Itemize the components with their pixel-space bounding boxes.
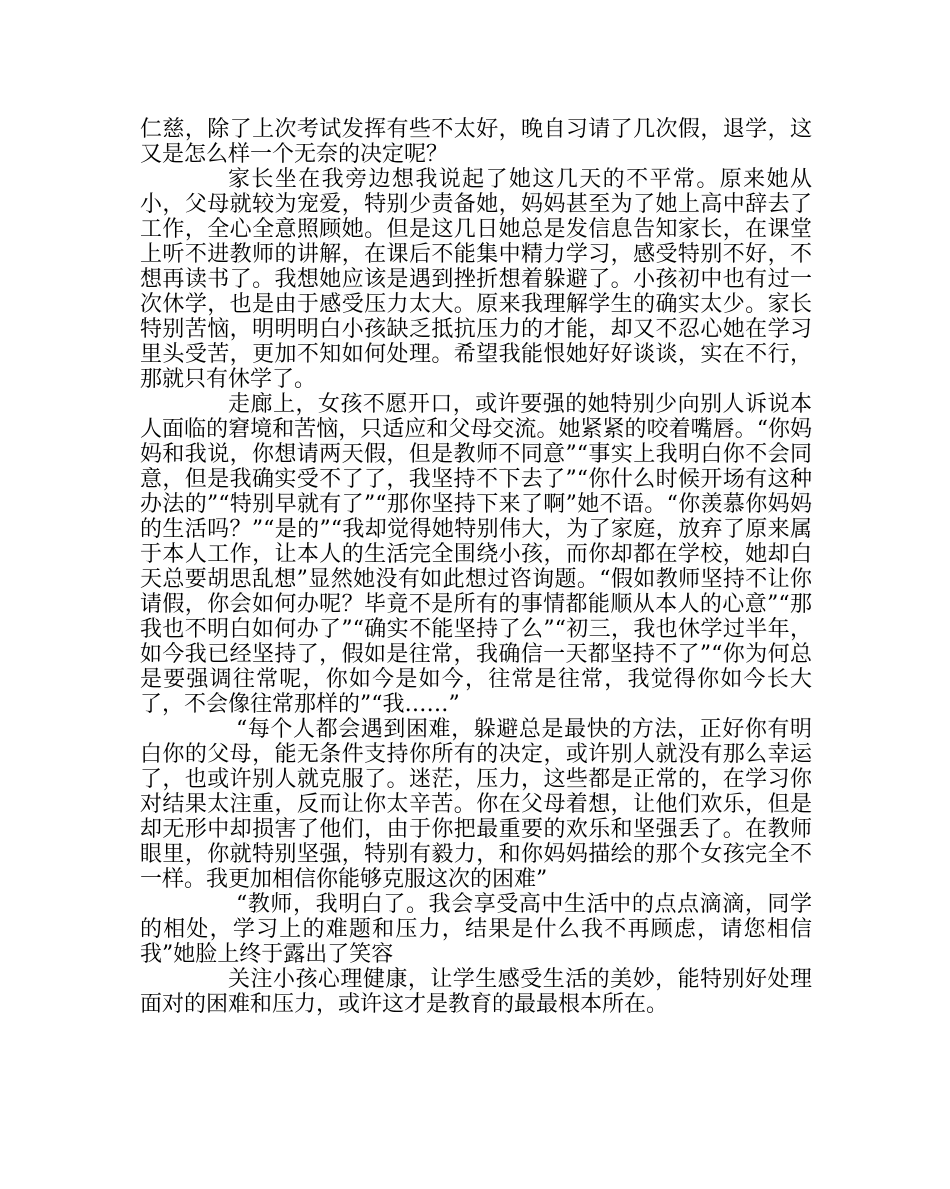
paragraph-2: 家长坐在我旁边想我说起了她这几天的不平常。原来她从小，父母就较为宠爱，特别少责备她，妈妈甚至为了她上高中辞去了工作，全心全意照顾她。但是这几日她总是发信息告知家长，在课堂上听不进教师的讲解，在课后不能集中精力学习，感受特别不好，不想再读书了。我想她应该是遇到挫折想着躲避了。小孩初中也有过一次休学，也是由于感受压力太大。原来我理解学生的确实太少。家长特别苦恼，明明明白小孩缺乏抵抗压力的才能，却又不忍心她在学习里头受苦，更加不知如何处理。希望我能恨她好好谈谈，实在不行，那就只有休学了。 bbox=[140, 167, 812, 392]
paragraph-5: “教师，我明白了。我会享受高中生活中的点点滴滴，同学的相处，学习上的难题和压力，结果是什么我不再顾虑，请您相信我”她脸上终于露出了笑容 bbox=[140, 892, 812, 967]
paragraph-3: 走廊上，女孩不愿开口，或许要强的她特别少向别人诉说本人面临的窘境和苦恼，只适应和父母交流。她紧紧的咬着嘴唇。“你妈妈和我说，你想请两天假，但是教师不同意”“事实上我明白你不会同意，但是我确实受不了了，我坚持不下去了”“你什么时候开场有这种办法的”“特别早就有了”“那你坚持下来了啊”她不语。“你羡慕你妈妈的生活吗？”“是的”“我却觉得她特别伟大，为了家庭，放弃了原来属于本人工作，让本人的生活完全围绕小孩，而你却都在学校，她却白天总要胡思乱想”显然她没有如此想过咨询题。“假如教师坚持不让你请假，你会如何办呢？毕竟不是所有的事情都能顺从本人的心意”“那我也不明白如何办了”“确实不能坚持了么”“初三，我也休学过半年，如今我已经坚持了，假如是往常，我确信一天都坚持不了”“你为何总是要强调往常呢，你如今是如今，往常是往常，我觉得你如今长大了，不会像往常那样的”“我……” bbox=[140, 392, 812, 717]
paragraph-4: “每个人都会遇到困难，躲避总是最快的方法，正好你有明白你的父母，能无条件支持你所有的决定，或许别人就没有那么幸运了，也或许别人就克服了。迷茫，压力，这些都是正常的，在学习你对结果太注重，反而让你太辛苦。你在父母着想，让他们欢乐，但是却无形中却损害了他们，由于你把最重要的欢乐和坚强丢了。在教师眼里，你就特别坚强，特别有毅力，和你妈妈描绘的那个女孩完全不一样。我更加相信你能够克服这次的困难” bbox=[140, 717, 812, 892]
paragraph-1: 仁慈，除了上次考试发挥有些不太好，晚自习请了几次假，退学，这又是怎么样一个无奈的决定呢？ bbox=[140, 117, 812, 167]
document-body bbox=[140, 117, 812, 1017]
paragraph-6: 关注小孩心理健康，让学生感受生活的美妙，能特别好处理面对的困难和压力，或许这才是教育的最最根本所在。 bbox=[140, 967, 812, 1017]
